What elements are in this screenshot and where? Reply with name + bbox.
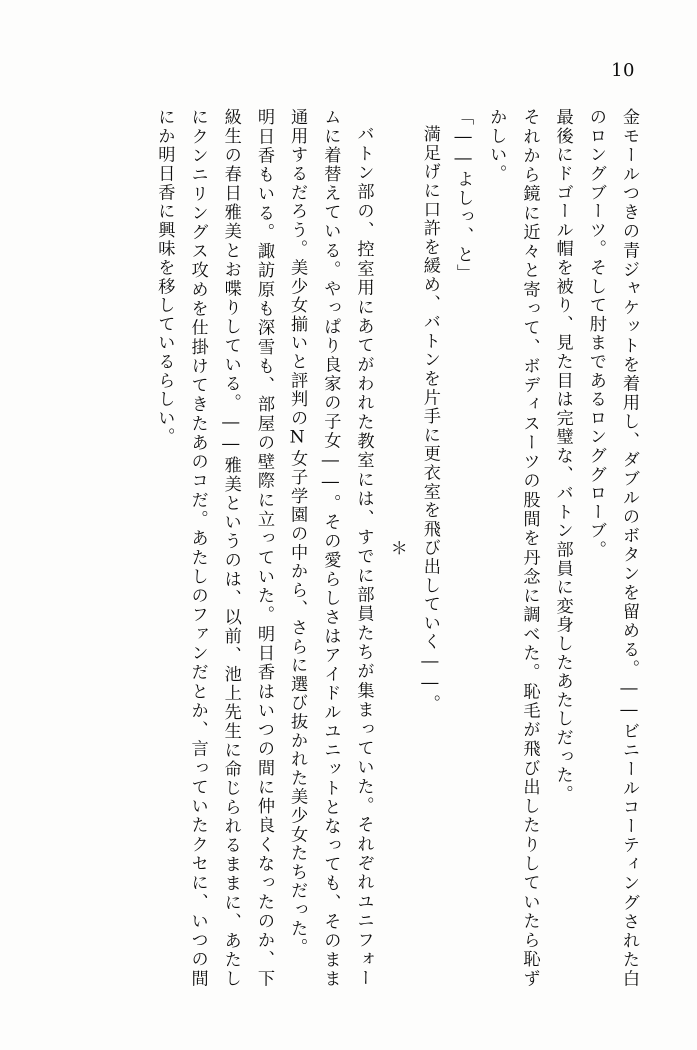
dialogue-line: 「――よしっ、と」 bbox=[453, 108, 474, 283]
paragraph: バトン部の、控室用にあてがわれた教室には、すでに部員たちが集まっていた。それぞれユニフォームに着替えている。やっぱり良家の子女――。その愛らしさはアイドルユニットとなっても、そのまま通用するだろう。美少女揃いと評判のN女子学園の中から、さらに選び抜かれた美少女たちだった。 bbox=[287, 108, 374, 988]
paragraph: 金モールつきの青ジャケットを着用し、ダブルのボタンを留める。――ビニールコーティングされた白のロングブーツ。そして肘まであるロンググローブ。 bbox=[585, 108, 639, 988]
paragraph: 満足げに口許を緩め、バトンを片手に更衣室を飛び出していく――。 bbox=[419, 125, 440, 714]
paragraph: 最後にドゴール帽を被り、見た目は完璧な、バトン部員に変身したあたしだった。 bbox=[552, 108, 573, 804]
paragraph: それから鏡に近々と寄って、ボディスーツの股間を丹念に調べた。恥毛が飛び出したりしていたら恥ずかしい。 bbox=[486, 108, 540, 988]
page-number: 10 bbox=[611, 60, 635, 81]
paragraph: 明日香もいる。諏訪原も深雪も、部屋の壁際に立っていた。明日香はいつの間に仲良くなったのか、下級生の春日雅美とお喋りしている。――雅美というのは、以前、池上先生に命じられるままに、あたしにクンニリングス攻めを仕掛けてきたあのコだ。あたしのファンだとか、言っていたクセに、いつの間にか明日香に興味を移しているらしい。 bbox=[154, 108, 274, 988]
section-separator: ＊ bbox=[386, 539, 407, 557]
vertical-text-block bbox=[65, 108, 645, 988]
